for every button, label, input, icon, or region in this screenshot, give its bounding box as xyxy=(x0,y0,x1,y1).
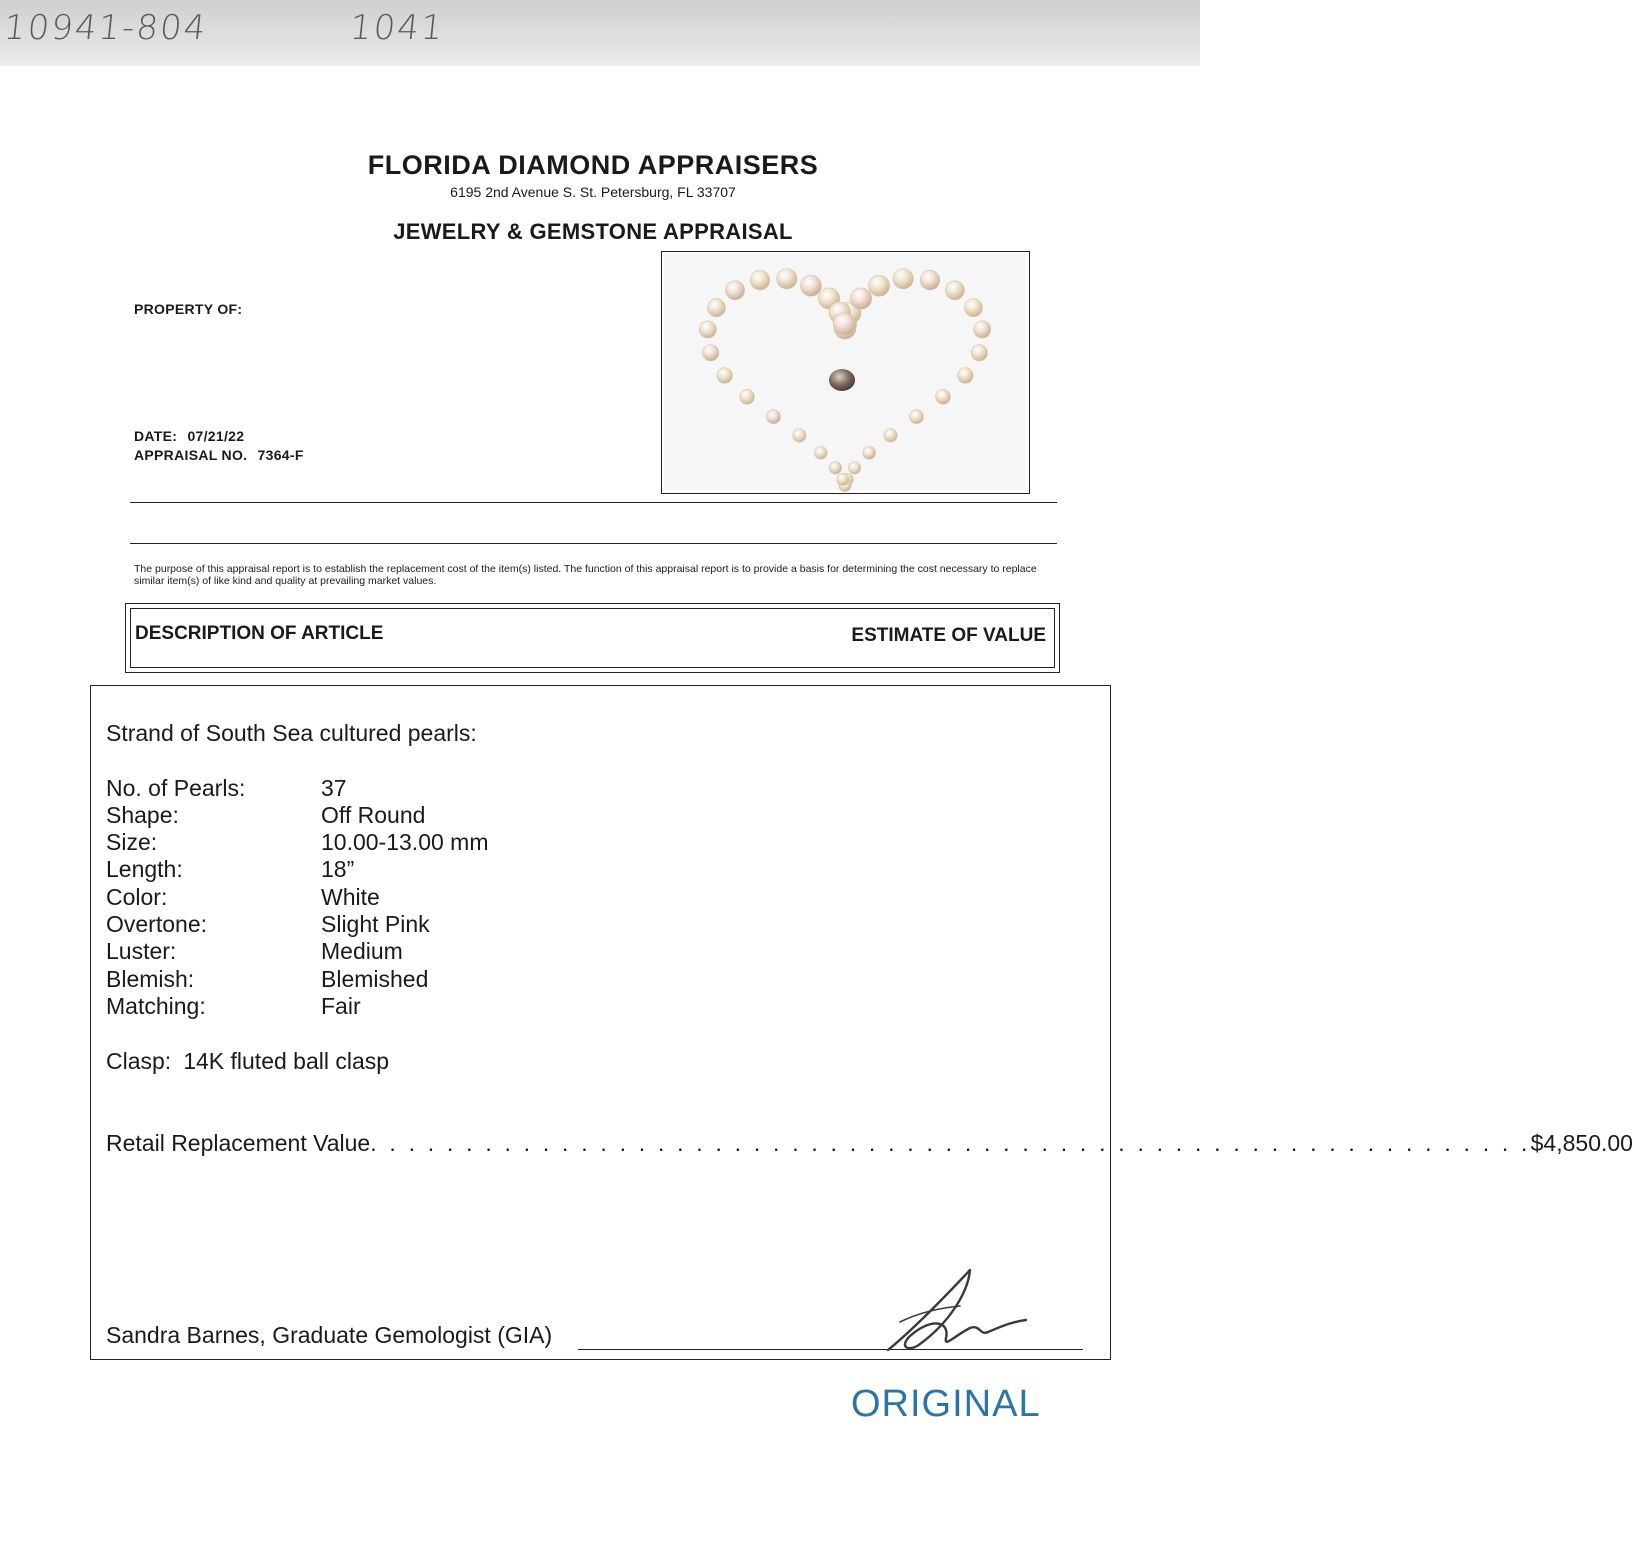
pearl xyxy=(726,281,745,300)
spec-value: 18” xyxy=(321,856,355,882)
leader-dots: . . . . . . . . . . . . . . . . . . . . . . . . . . . . . . . . . . . . . . . . . . . . . . . . . . . . . . . . . . . . . xyxy=(370,1130,1531,1156)
pearl xyxy=(863,446,876,459)
column-header-box xyxy=(125,603,1060,673)
appraisal-number-row xyxy=(134,447,304,463)
original-stamp: ORIGINAL xyxy=(851,1383,1041,1425)
pearl xyxy=(965,299,983,317)
appraisal-number-value: 7364-F xyxy=(257,447,304,463)
pearl xyxy=(945,281,964,300)
pearl-necklace-image xyxy=(662,252,1028,492)
date-value: 07/21/22 xyxy=(187,428,245,444)
property-of-label: PROPERTY OF: xyxy=(134,301,243,317)
clasp-value: 14K fluted ball clasp xyxy=(183,1048,390,1074)
pearl xyxy=(708,299,726,317)
spec-label: Color: xyxy=(106,884,168,910)
pearl xyxy=(850,288,871,309)
retail-value-label: Retail Replacement Value xyxy=(106,1130,371,1156)
spec-value: 37 xyxy=(321,775,347,801)
handwritten-note-left: 10941-804 xyxy=(1,8,210,48)
column-header-inner xyxy=(130,608,1055,668)
spec-value: Slight Pink xyxy=(321,911,430,937)
spec-label: Shape: xyxy=(106,802,179,828)
handwritten-note-right: 1041 xyxy=(347,8,447,48)
clasp-row xyxy=(106,1048,389,1075)
date-label: DATE: xyxy=(134,428,178,444)
pearl xyxy=(750,270,770,290)
appraiser-signature xyxy=(880,1262,1040,1357)
spec-value: White xyxy=(321,884,380,910)
spec-label: Size: xyxy=(106,829,158,855)
appraisal-number-label: APPRAISAL NO. xyxy=(134,447,248,463)
pearl xyxy=(837,473,849,485)
date-row xyxy=(134,428,244,444)
pearl xyxy=(829,462,841,474)
scan-header-strip xyxy=(0,0,1200,66)
item-photo xyxy=(661,251,1030,494)
retail-value-row xyxy=(106,1130,1633,1157)
article-intro: Strand of South Sea cultured pearls: xyxy=(106,720,477,746)
pearl xyxy=(884,429,897,442)
pearl xyxy=(767,410,781,424)
pearl xyxy=(971,345,987,361)
spec-label: Blemish: xyxy=(106,966,195,992)
pearl xyxy=(848,462,860,474)
divider-line xyxy=(130,502,1057,503)
spec-label: No. of Pearls: xyxy=(106,775,246,801)
appraiser-name: Sandra Barnes, Graduate Gemologist (GIA) xyxy=(106,1322,553,1348)
pearl xyxy=(740,389,755,404)
pearl xyxy=(958,368,974,384)
pearl xyxy=(717,368,733,384)
company-name: FLORIDA DIAMOND APPRAISERS xyxy=(367,150,819,180)
pearl xyxy=(936,389,951,404)
pearl xyxy=(869,275,890,296)
spec-value: 10.00-13.00 mm xyxy=(321,829,489,855)
divider-line xyxy=(130,543,1057,544)
spec-label: Length: xyxy=(106,856,183,882)
pearl xyxy=(800,275,821,296)
pearl xyxy=(910,410,924,424)
company-address: 6195 2nd Avenue S. St. Petersburg, FL 33707 xyxy=(450,184,736,200)
pearl xyxy=(833,313,855,335)
pearl xyxy=(920,270,940,290)
spec-label: Overtone: xyxy=(106,911,207,937)
pearl xyxy=(699,321,716,338)
pearl xyxy=(703,345,719,361)
description-column-heading: DESCRIPTION OF ARTICLE xyxy=(135,623,384,644)
retail-value-amount: $4,850.00 xyxy=(1530,1130,1633,1156)
clasp-icon xyxy=(829,369,855,391)
pearl xyxy=(974,321,991,338)
purpose-statement: The purpose of this appraisal report is to establish the replacement cost of the item(s) listed. The function of this appraisal report is to provide a basis for determining the cost necessary to replace similar item(s) of like kind and quality at prevailing market values. xyxy=(134,563,1037,587)
spec-label: Matching: xyxy=(106,993,206,1019)
spec-label: Luster: xyxy=(106,938,177,964)
document-title: JEWELRY & GEMSTONE APPRAISAL xyxy=(393,219,793,244)
clasp-label: Clasp: xyxy=(106,1048,172,1074)
pearl xyxy=(793,429,806,442)
spec-value: Blemished xyxy=(321,966,429,992)
pearl xyxy=(814,446,827,459)
spec-value: Off Round xyxy=(321,802,426,828)
estimate-column-heading: ESTIMATE OF VALUE xyxy=(851,625,1046,646)
pearl xyxy=(893,269,913,289)
spec-value: Medium xyxy=(321,938,403,964)
pearl xyxy=(777,269,797,289)
spec-value: Fair xyxy=(321,993,361,1019)
